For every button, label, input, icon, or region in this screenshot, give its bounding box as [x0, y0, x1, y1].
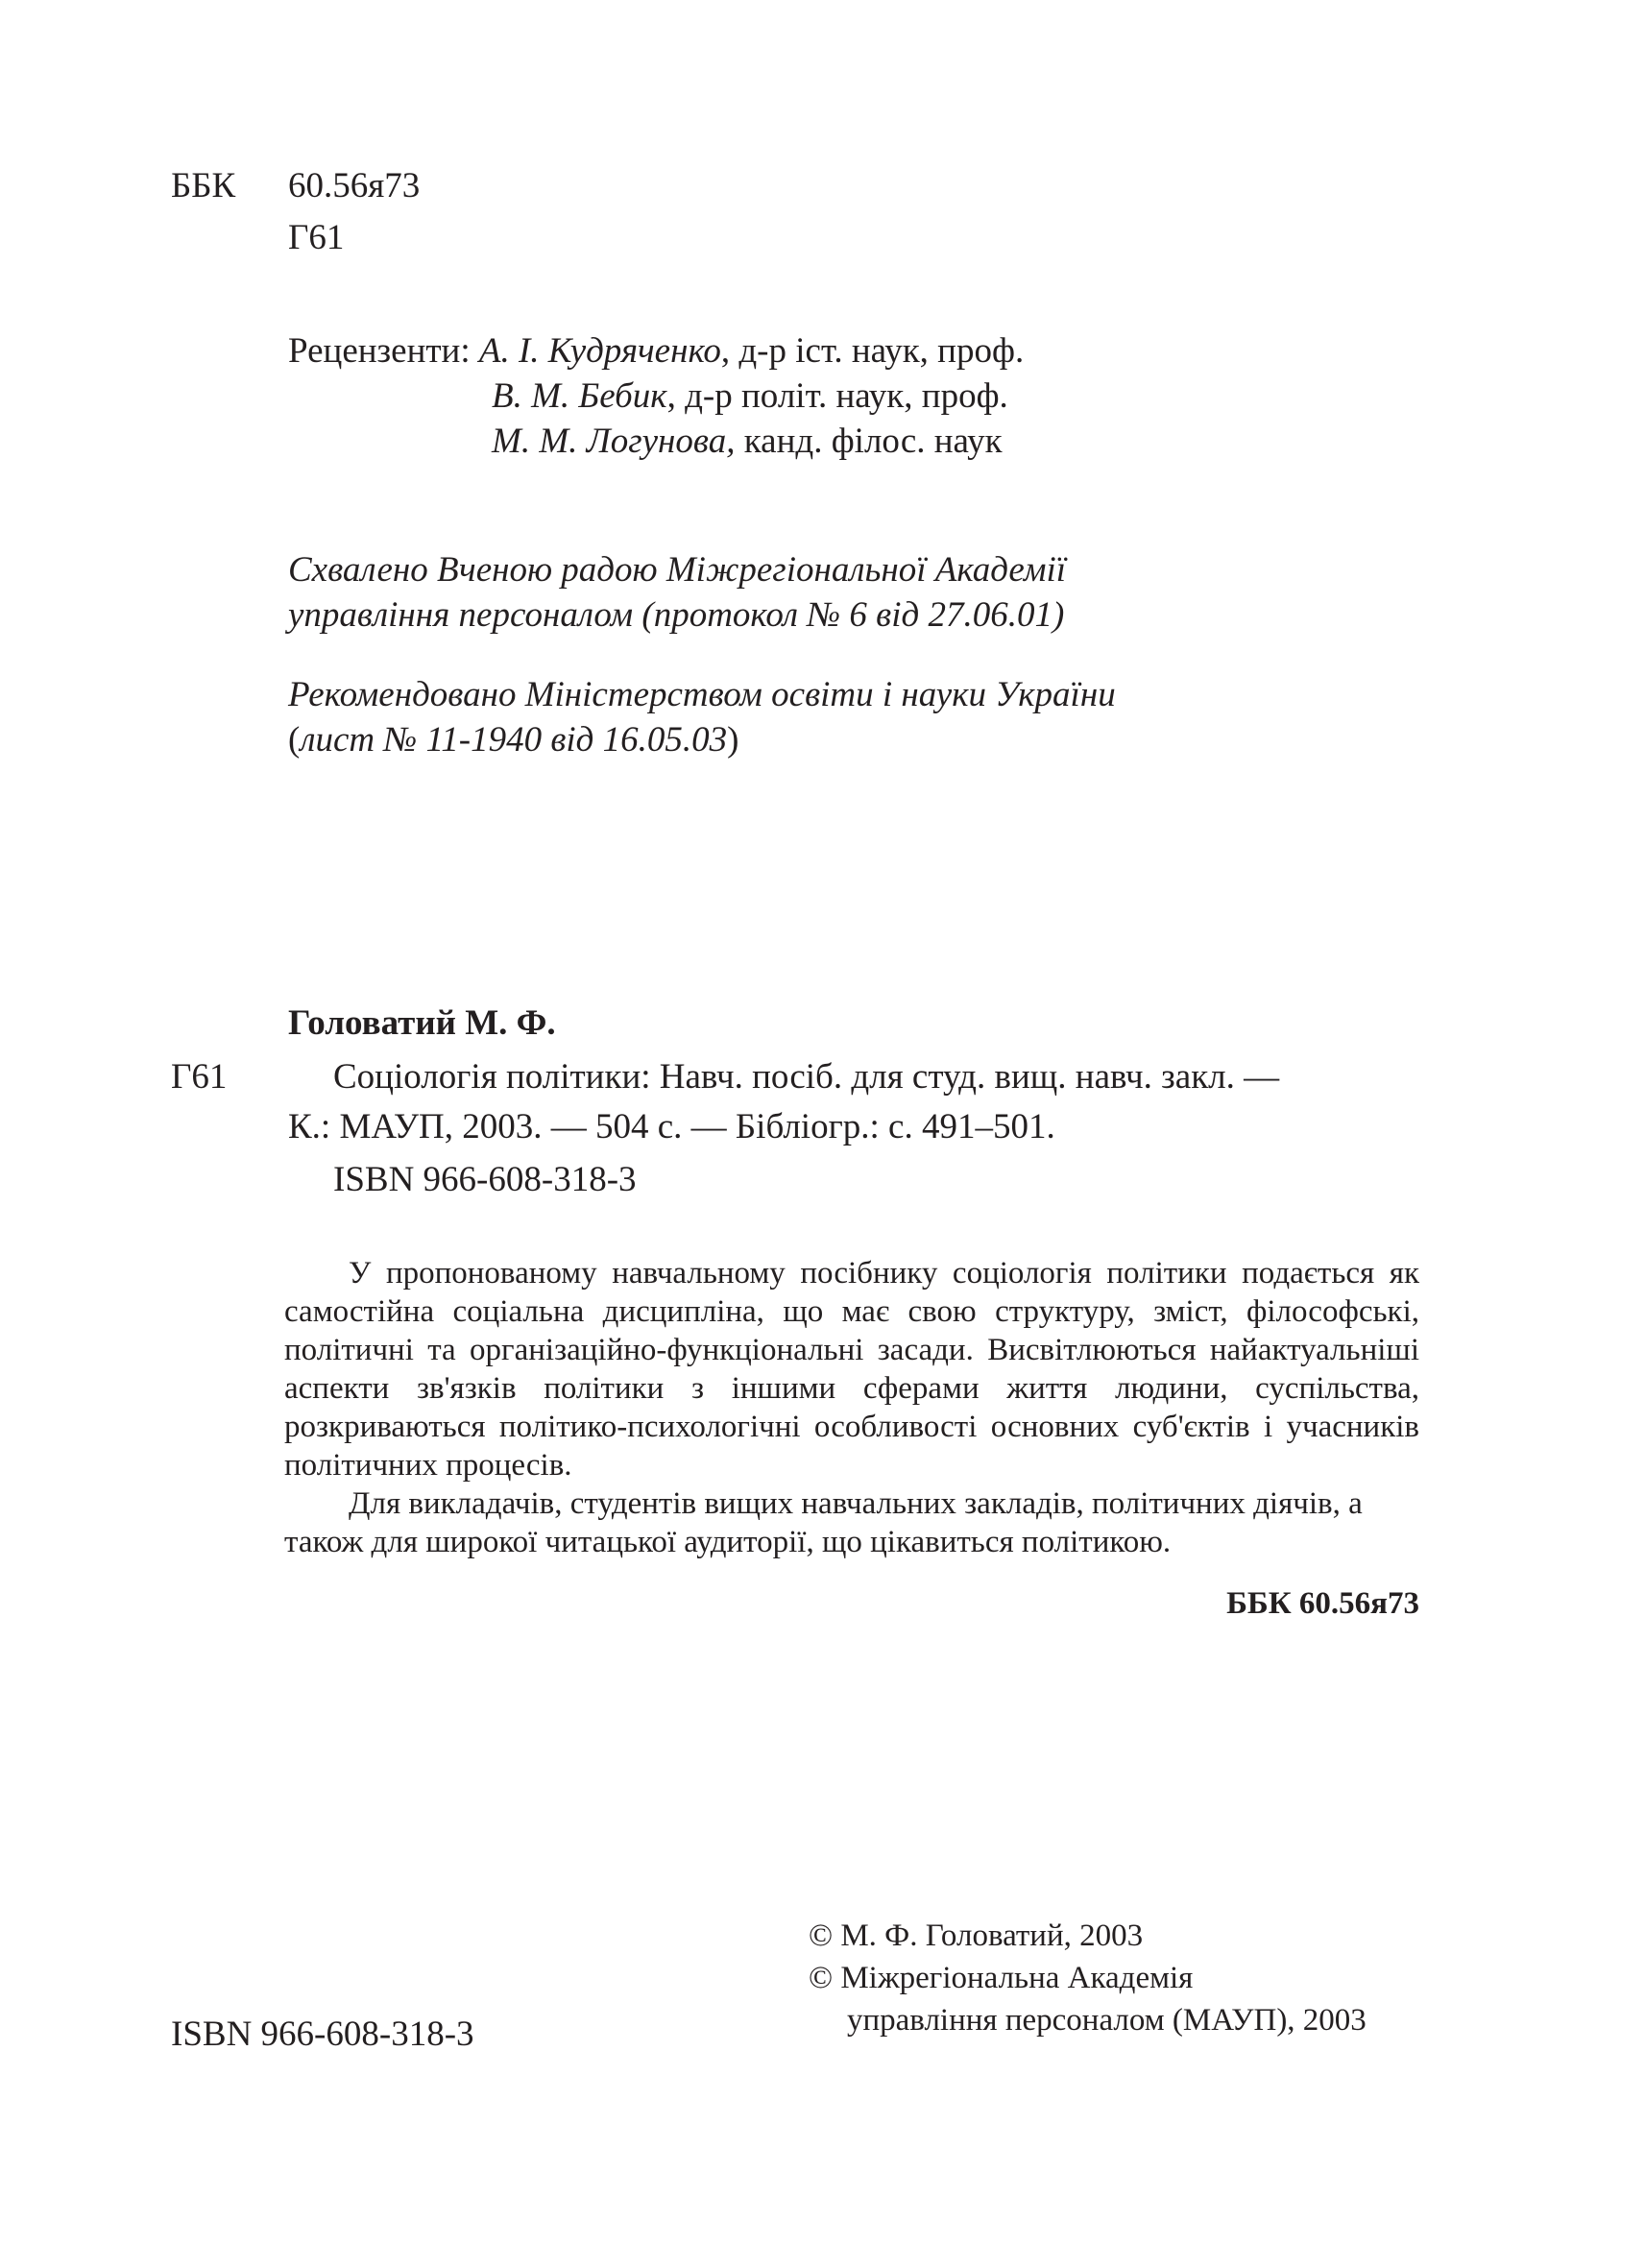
isbn-bottom: ISBN 966-608-318-3 — [171, 2015, 474, 2054]
reviewer-degree: , д-р політ. наук, проф. — [666, 376, 1008, 416]
copyright-block — [809, 1915, 1367, 2041]
recommendation-note — [288, 672, 1116, 762]
author-mark: Г61 — [288, 218, 345, 257]
bbk-label: ББК — [171, 166, 236, 205]
author-mark: Г61 — [171, 1057, 228, 1097]
reviewer-name: В. М. Бебик — [492, 376, 667, 416]
reviewers-block — [288, 328, 1024, 464]
reviewer-row — [288, 419, 1024, 464]
reviewer-row — [288, 328, 1024, 374]
bibliographic-imprint: К.: МАУП, 2003. — 504 с. — Бібліогр.: с. 491–501. — [288, 1107, 1055, 1146]
bbk-index: 60.56я73 — [288, 166, 421, 205]
abstract-paragraph: У пропонованому навчальному посібнику соціологія політики подається як самостійна соціальна дисципліна, що має свою структуру, зміст, філософські, політичні та організаційно-функціональні засади. Висвітлюються найактуальніші аспекти зв'язків політики з іншими сферами життя людини, суспільства, розкриваються політико-психологічні особливості основних суб'єктів і учасників політичних процесів. — [284, 1256, 1419, 1483]
reviewer-name: М. М. Логунова, — [492, 422, 736, 461]
recommendation-line: Рекомендовано Міністерством освіти і науки України — [288, 675, 1116, 714]
copyright-line: © Міжрегіональна Академія — [809, 1961, 1194, 1995]
recommendation-line: (лист № 11-1940 від 16.05.03) — [288, 720, 739, 760]
reviewer-name: А. І. Кудряченко — [478, 331, 721, 371]
reviewer-degree: канд. філос. наук — [735, 422, 1003, 461]
approval-note — [288, 547, 1066, 638]
abstract-paragraph: Для викладачів, студентів вищих навчальних закладів, політичних діячів, а також для широкої читацької аудиторії, що цікавиться політикою. — [284, 1486, 1363, 1559]
reviewers-label: Рецензенти: — [288, 331, 471, 371]
copyright-line: управління персоналом (МАУП), 2003 — [847, 2003, 1367, 2038]
approval-line: управління персоналом (протокол № 6 від 27.06.01) — [288, 595, 1065, 635]
reviewer-degree: , д-р іст. наук, проф. — [720, 331, 1025, 371]
copyright-line: © М. Ф. Головатий, 2003 — [809, 1918, 1144, 1953]
bbk-index-bottom: ББК 60.56я73 — [1226, 1586, 1419, 1621]
reviewer-row — [288, 374, 1024, 419]
author-name: Головатий М. Ф. — [288, 1003, 556, 1043]
approval-line: Схвалено Вченою радою Міжрегіональної Академії — [288, 550, 1067, 590]
abstract — [284, 1254, 1419, 1561]
bibliographic-title: Соціологія політики: Навч. посіб. для студ. вищ. навч. закл. — — [333, 1057, 1280, 1097]
isbn: ISBN 966-608-318-3 — [333, 1160, 637, 1199]
